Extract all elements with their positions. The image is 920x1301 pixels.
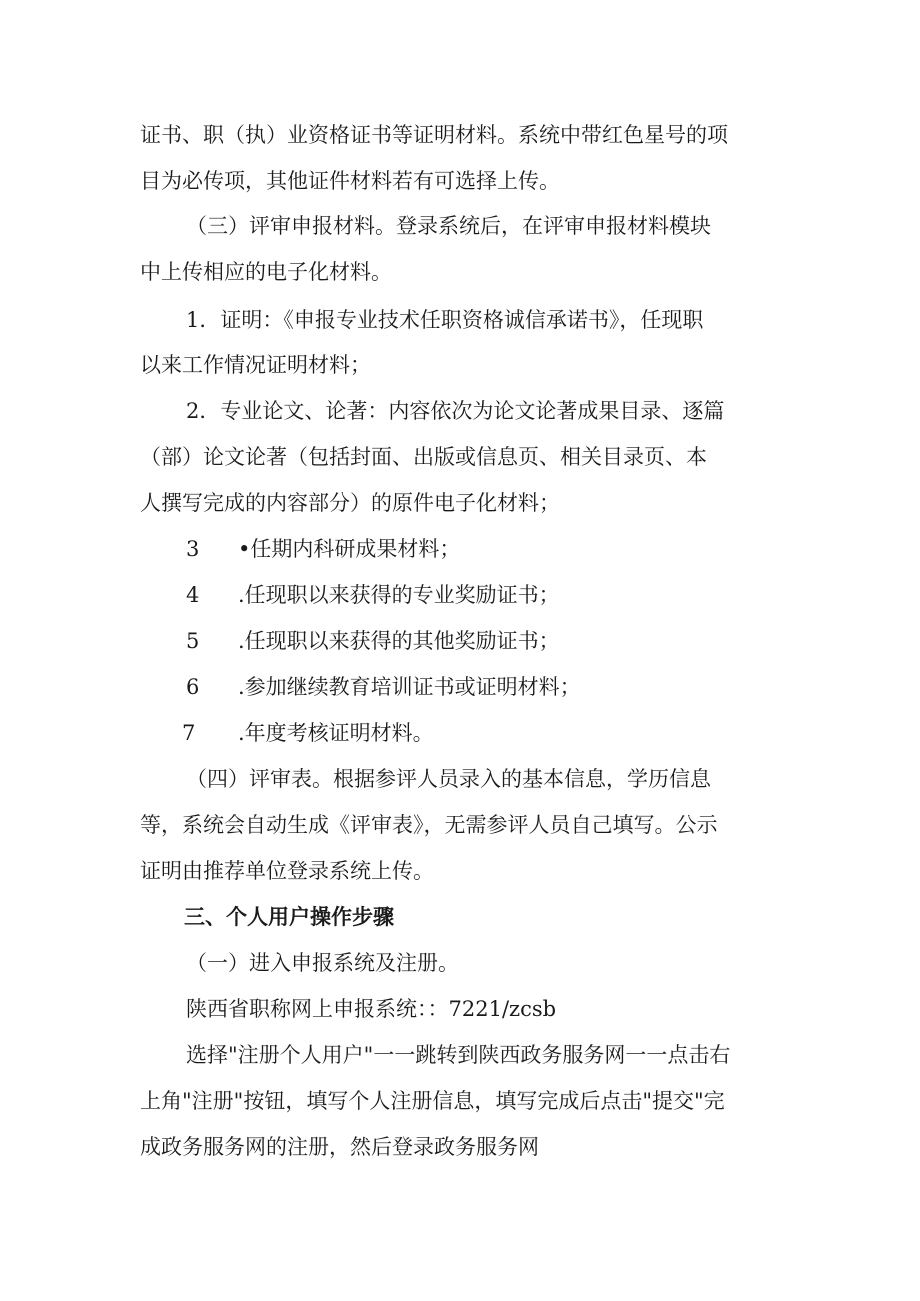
list-number: 3 — [186, 537, 200, 561]
list-item: .参加继续教育培训证书或证明材料； — [238, 675, 581, 699]
paragraph-line: （三）评审申报材料。登录系统后，在评审申报材料模块 — [186, 214, 711, 238]
list-item-continuation: 以来工作情况证明材料； — [140, 353, 371, 377]
paragraph-line: 成政务服务网的注册，然后登录政务服务网 — [140, 1135, 539, 1159]
list-number: 4 — [186, 583, 200, 607]
paragraph-line: 中上传相应的电子化材料。 — [140, 260, 392, 284]
list-item: .年度考核证明材料。 — [238, 721, 434, 745]
list-item: •任期内科研成果材料； — [238, 537, 461, 561]
list-item: 1．证明：《申报专业技术任职资格诚信承诺书》，任现职 — [186, 308, 704, 332]
list-item-continuation: 人撰写完成的内容部分）的原件电子化材料； — [140, 491, 560, 515]
subsection-heading: （一）进入申报系统及注册。 — [186, 951, 459, 975]
list-number: 6 — [186, 675, 200, 699]
section-heading: 三、个人用户操作步骤 — [184, 905, 394, 929]
list-item: .任现职以来获得的专业奖励证书； — [238, 583, 560, 607]
paragraph-line: 证明由推荐单位登录系统上传。 — [140, 859, 434, 883]
list-number: 7 — [182, 721, 196, 745]
paragraph-line: 证书、职（执）业资格证书等证明材料。系统中带红色星号的项 — [140, 123, 728, 147]
paragraph-line: （四）评审表。根据参评人员录入的基本信息，学历信息 — [186, 767, 711, 791]
list-item: 2．专业论文、论著：内容依次为论文论著成果目录、逐篇 — [186, 399, 725, 423]
paragraph-line: 等，系统会自动生成《评审表》，无需参评人员自己填写。公示 — [140, 813, 718, 837]
paragraph-line: 目为必传项，其他证件材料若有可选择上传。 — [140, 169, 560, 193]
system-url-line: 陕西省职称网上申报系统：：7221/zcsb — [186, 997, 557, 1021]
paragraph-line: 上角"注册"按钮，填写个人注册信息，填写完成后点击"提交"完 — [140, 1089, 725, 1113]
list-item-continuation: （部）论文论著（包括封面、出版或信息页、相关目录页、本 — [140, 445, 707, 469]
paragraph-line: 选择"注册个人用户"一一跳转到陕西政务服务网一一点击右 — [186, 1043, 731, 1067]
list-item: .任现职以来获得的其他奖励证书； — [238, 629, 560, 653]
list-number: 5 — [186, 629, 200, 653]
